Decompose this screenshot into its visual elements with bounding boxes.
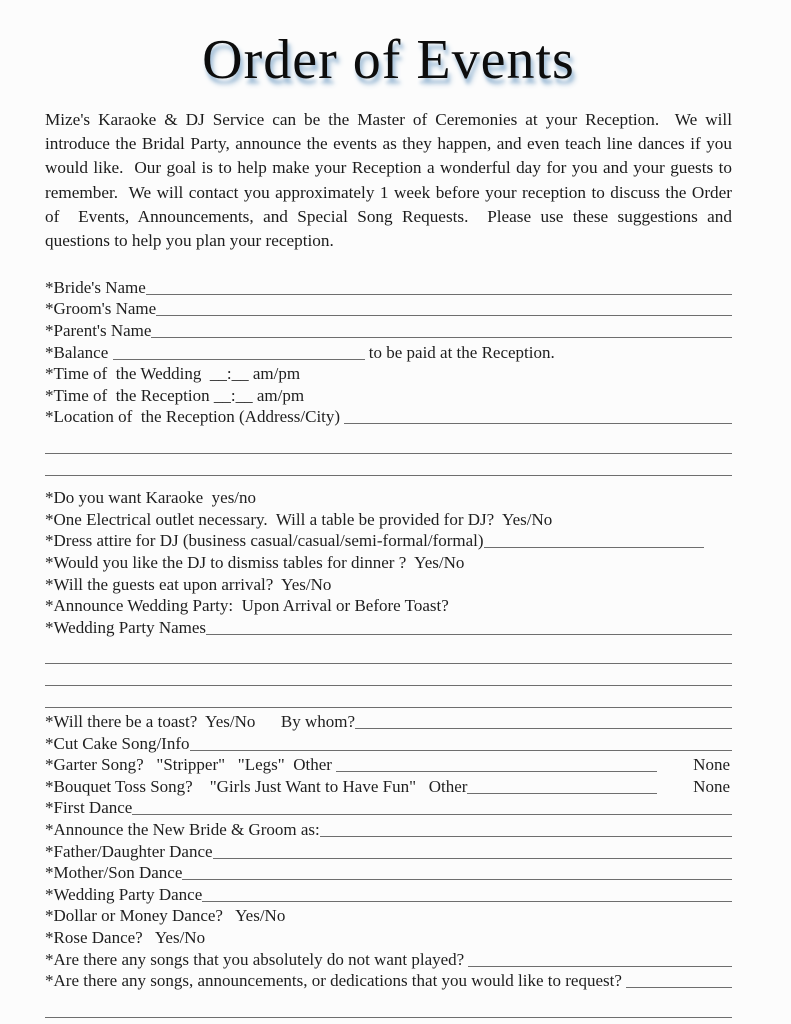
write-in-line[interactable] (320, 834, 732, 837)
form-row (45, 711, 732, 733)
form-row (45, 487, 732, 509)
field-label: *Parent's Name (45, 321, 152, 340)
write-in-line[interactable] (190, 748, 733, 751)
blank-write-line-row (45, 646, 732, 668)
field-suffix: None (693, 755, 730, 775)
form-row (45, 840, 732, 862)
form-row (45, 775, 732, 797)
write-in-line[interactable] (213, 856, 732, 859)
form-row (45, 905, 732, 927)
field-label: *Do you want Karaoke yes/no (45, 488, 257, 508)
field-label: *Are there any songs, announcements, or dedications that you would like to request? (45, 971, 627, 991)
field-label: *Dress attire for DJ (business casual/casual/semi-formal/formal) (45, 531, 484, 551)
form-row (45, 616, 732, 638)
form-row (45, 363, 732, 385)
write-in-line[interactable] (45, 683, 732, 686)
write-in-line[interactable] (336, 769, 657, 772)
write-in-line[interactable] (626, 985, 732, 988)
field-label: *Wedding Party Names (45, 617, 207, 637)
field-suffix: to be paid at the Reception. (364, 342, 555, 362)
write-in-line[interactable] (355, 726, 732, 729)
field-label: *Rose Dance? Yes/No (45, 928, 206, 948)
field-label: *Announce the New Bride & Groom as: (45, 820, 320, 840)
field-label: *Cut Cake Song/Info (45, 733, 190, 753)
field-label: *Announce Wedding Party: Upon Arrival or Before Toast? (45, 596, 449, 616)
form-row (45, 926, 732, 948)
field-label: *First Dance (45, 798, 133, 818)
form-row (45, 551, 732, 573)
write-in-line[interactable] (484, 545, 704, 548)
page-title: Order of Events (202, 29, 575, 91)
form-row (45, 298, 732, 320)
write-in-line[interactable] (45, 1015, 732, 1018)
field-label: *Wedding Party Dance (45, 884, 203, 904)
blank-write-line-row (45, 667, 732, 689)
field-label: *Time of the Reception __:__ am/pm (45, 385, 305, 405)
form-row (45, 732, 732, 754)
form-row (45, 406, 732, 428)
form-row (45, 508, 732, 530)
form-row (45, 573, 732, 595)
write-in-line[interactable] (45, 473, 732, 476)
form-row (45, 384, 732, 406)
form-row (45, 818, 732, 840)
form-row (45, 948, 732, 970)
write-in-line[interactable] (156, 313, 732, 316)
field-label: *Would you like the DJ to dismiss tables for dinner ? Yes/No (45, 552, 465, 572)
field-label: *Dollar or Money Dance? Yes/No (45, 906, 286, 926)
form-row (45, 341, 732, 363)
write-in-line[interactable] (45, 661, 732, 664)
field-label: *Location of the Reception (Address/City) (45, 407, 345, 427)
field-label: *One Electrical outlet necessary. Will a table be provided for DJ? Yes/No (45, 509, 553, 529)
form-row (45, 754, 732, 776)
field-label: *Garter Song? "Stripper" "Legs" Other (45, 755, 337, 775)
write-in-line[interactable] (182, 877, 732, 880)
write-in-line[interactable] (146, 292, 732, 295)
write-in-line[interactable] (206, 632, 732, 635)
field-label: *Mother/Son Dance (45, 863, 183, 883)
field-label: *Will there be a toast? Yes/No By whom? (45, 712, 355, 732)
intro-paragraph: Mize's Karaoke & DJ Service can be the Master of Ceremonies at your Reception. We will introduce the Bridal Party, announce the events as they happen, and even teach line dances if you would like. Our goal is to help make your Reception a wonderful day for you and your guests to remember. We will contact you approximately 1 week before your reception to discuss the Order of Events, Announcements, and Special Song Requests. Please use these suggestions and questions to help you plan your reception. (45, 110, 737, 251)
form-row (45, 883, 732, 905)
blank-write-line-row (45, 457, 732, 479)
form-row (45, 319, 732, 341)
write-in-line[interactable] (151, 335, 732, 338)
blank-write-line-row (45, 689, 732, 711)
field-label: *Bouquet Toss Song? "Girls Just Want to Have Fun" Other (45, 776, 468, 796)
form-row (45, 797, 732, 819)
field-label: *Will the guests eat upon arrival? Yes/No (45, 574, 332, 594)
field-label: *Father/Daughter Dance (45, 841, 213, 861)
field-suffix: None (693, 776, 730, 796)
form-row (45, 970, 732, 992)
field-label: *Groom's Name (45, 299, 157, 319)
write-in-line[interactable] (45, 451, 732, 454)
field-label: *Are there any songs that you absolutely do not want played? (45, 949, 469, 969)
form-row (45, 530, 732, 552)
form-row (45, 276, 732, 298)
form-row (45, 862, 732, 884)
blank-write-line-row (45, 435, 732, 457)
write-in-line[interactable] (467, 791, 657, 794)
field-label: *Time of the Wedding __:__ am/pm (45, 364, 301, 384)
form-rows (45, 276, 732, 1021)
write-in-line[interactable] (113, 357, 365, 360)
write-in-line[interactable] (45, 705, 732, 708)
form-row (45, 595, 732, 617)
write-in-line[interactable] (344, 421, 732, 424)
field-label: *Bride's Name (45, 277, 146, 297)
blank-write-line-row (45, 999, 732, 1021)
field-label: *Balance (45, 342, 113, 362)
write-in-line[interactable] (468, 964, 732, 967)
write-in-line[interactable] (132, 812, 732, 815)
write-in-line[interactable] (202, 899, 732, 902)
